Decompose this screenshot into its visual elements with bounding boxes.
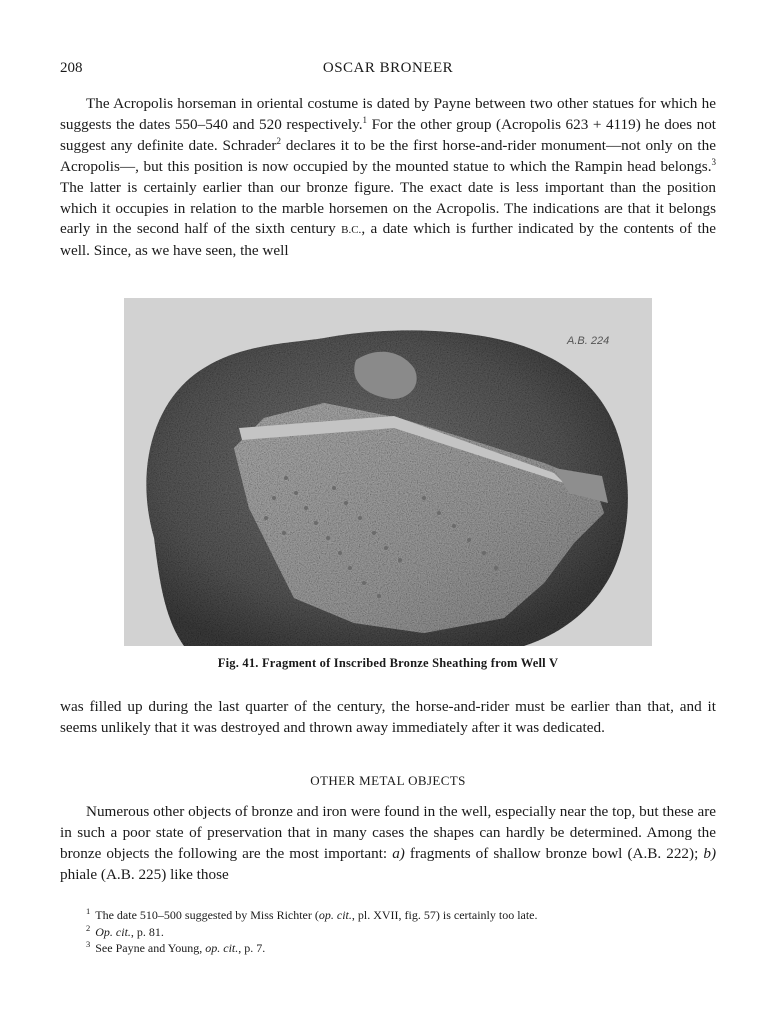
text-run: , p. 81. <box>130 924 164 939</box>
footnote-ref-2[interactable]: 2 <box>276 135 281 146</box>
italic-run: Op. cit. <box>95 924 131 939</box>
text-run: declares it to be the first horse-and-rider monument—not only on the Acropolis—, but this position is now occupied by the mounted statue to which the Rampin head belongs. <box>60 136 716 175</box>
footnote-2 <box>86 924 706 941</box>
figure-caption: Fig. 41. Fragment of Inscribed Bronze Sheathing from Well V <box>217 656 559 670</box>
item-marker-b: b) <box>703 844 716 862</box>
footnote-1 <box>86 907 706 924</box>
footnote-mark: 1 <box>86 906 91 916</box>
running-title: OSCAR BRONEER <box>322 60 454 76</box>
section-heading: OTHER METAL OBJECTS <box>310 773 466 788</box>
text-run: The date 510–500 suggested by Miss Richter ( <box>95 908 319 922</box>
figure-label: A.B. 224 <box>567 335 610 347</box>
text-run: For the other group (Acropolis 623 + 4119) he does not suggest any definite date. Schrader <box>60 115 717 154</box>
item-marker-a: a) <box>392 844 405 862</box>
footnote-ref-1[interactable]: 1 <box>362 114 368 125</box>
page-number: 208 <box>60 60 83 76</box>
paragraph-continuation: was filled up during the last quarter of the century, the horse-and-rider must be earlier than that, and it seems unlikely that it was destroyed and thrown away immediately after it was dedicated. <box>60 698 716 736</box>
paragraph-metal-objects <box>60 802 716 886</box>
footnote-mark: 3 <box>86 939 91 949</box>
bronze-fragment-photo <box>124 298 652 646</box>
text-run: fragments of shallow bronze bowl (A.B. 222); <box>404 844 704 862</box>
figure-photo <box>124 298 652 646</box>
italic-run: op. cit. <box>318 908 352 922</box>
text-run: , pl. XVII, fig. 57) is certainly too late. <box>351 908 538 922</box>
footnote-3 <box>86 940 706 957</box>
italic-run: op. cit. <box>205 941 239 955</box>
text-run: The Acropolis horseman in oriental costume is dated by Payne between two other statues for which he suggests the dates 550–540 and 520 respectively. <box>60 95 716 133</box>
text-run: phiale (A.B. 225) like those <box>60 865 229 883</box>
footnotes <box>86 907 706 957</box>
text-run: The latter is certainly earlier than our bronze figure. The exact date is less important than the position which it occupies in relation to the marble horsemen on the Acropolis. The indications are that it belongs early in the second half of the sixth century <box>60 178 716 238</box>
text-run: See Payne and Young, <box>95 941 206 955</box>
footnote-mark: 2 <box>86 922 91 933</box>
text-run: , p. 7. <box>238 941 266 955</box>
running-header <box>60 60 716 82</box>
bc-abbrev: B.C. <box>341 224 362 237</box>
text-run: Numerous other objects of bronze and iron were found in the well, especially near the top, but these are in such a poor state of preservation that in many cases the shapes can hardly be determined. Among the bronze objects the following are the most important: <box>60 803 716 862</box>
paragraph-dating <box>60 94 716 262</box>
text-run: , a date which is further indicated by the contents of the well. Since, as we have seen, the well <box>60 220 716 260</box>
footnote-ref-3[interactable]: 3 <box>711 156 716 167</box>
